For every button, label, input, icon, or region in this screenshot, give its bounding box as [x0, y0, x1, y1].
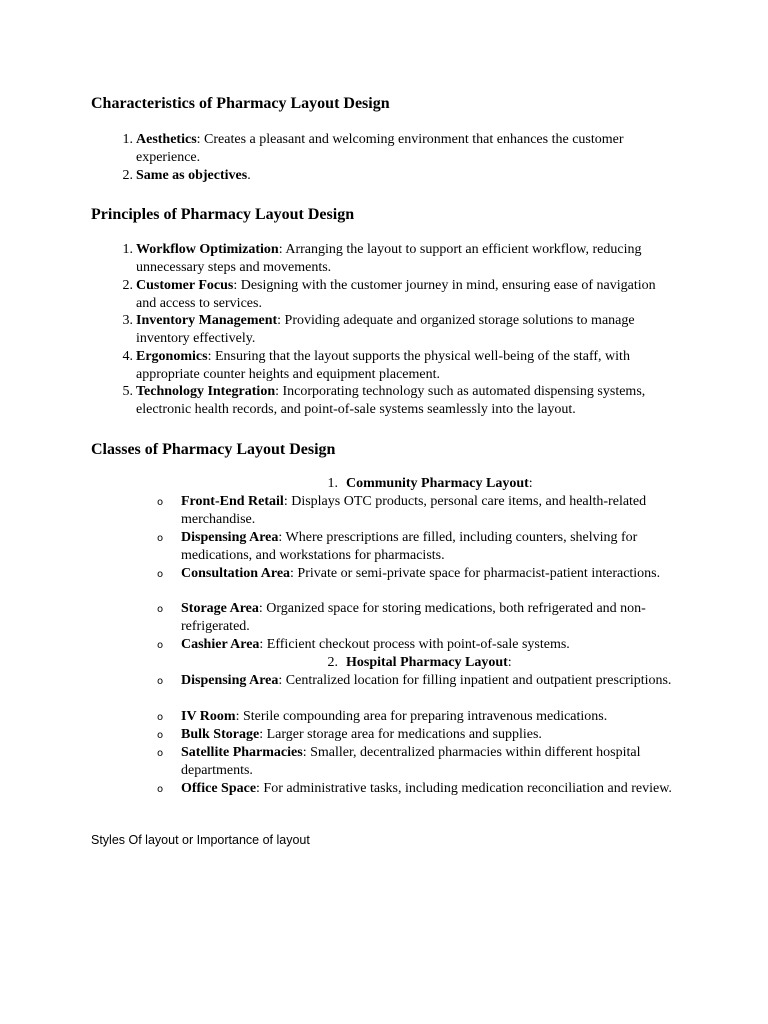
- bullet-term: Dispensing Area: [181, 673, 279, 688]
- heading-classes: Classes of Pharmacy Layout Design: [91, 441, 336, 458]
- bullet-body: [181, 744, 686, 780]
- list-item-body: [136, 383, 676, 419]
- bullet-mark: o: [157, 676, 164, 687]
- bullet-body: [181, 600, 686, 636]
- subheading-body: [346, 475, 533, 493]
- list-item-term: Inventory Management: [136, 313, 278, 328]
- list-number: 2.: [122, 278, 133, 293]
- bullet-mark: o: [157, 569, 164, 580]
- list-number: 1.: [122, 242, 133, 257]
- heading-characteristics: Characteristics of Pharmacy Layout Design: [91, 95, 390, 112]
- bullet-body: [181, 780, 686, 798]
- subheading-title: Community Pharmacy Layout: [346, 476, 529, 491]
- bullet-term: Office Space: [181, 781, 257, 796]
- list-number: 4.: [122, 349, 133, 364]
- bullet-text: : Organized space for storing medications, both refrigerated and non-refrigerated.: [181, 601, 646, 634]
- bullet-text: : Centralized location for filling inpatient and outpatient prescriptions.: [278, 673, 672, 688]
- bullet-mark: o: [157, 748, 164, 759]
- bullet-text: : Smaller, decentralized pharmacies within different hospital departments.: [181, 745, 641, 778]
- bullet-mark: o: [157, 712, 164, 723]
- list-number: 2.: [122, 168, 133, 183]
- bullet-term: Satellite Pharmacies: [181, 745, 303, 760]
- list-item-term: Technology Integration: [136, 384, 276, 399]
- list-item-body: [136, 277, 676, 313]
- bullet-term: IV Room: [181, 709, 236, 724]
- bullet-mark: o: [157, 730, 164, 741]
- list-number: 1.: [122, 132, 133, 147]
- list-number: 1.: [327, 476, 338, 491]
- bullet-term: Cashier Area: [181, 637, 260, 652]
- bullet-text: : Displays OTC products, personal care items, and health-related merchandise.: [181, 494, 647, 527]
- subheading-body: [346, 654, 512, 672]
- bullet-mark: o: [157, 533, 164, 544]
- list-item-body: [136, 241, 676, 277]
- bullet-term: Bulk Storage: [181, 727, 260, 742]
- bullet-mark: o: [157, 640, 164, 651]
- bullet-term: Dispensing Area: [181, 530, 279, 545]
- bullet-body: [181, 493, 686, 529]
- bullet-body: [181, 636, 686, 654]
- bullet-mark: o: [157, 497, 164, 508]
- bullet-body: [181, 708, 686, 726]
- subheading-community-pharmacy: [324, 475, 533, 493]
- subheading-hospital-pharmacy: [324, 654, 512, 672]
- bullet-body: [181, 565, 686, 583]
- bullet-text: : Private or semi-private space for pharmacist-patient interactions.: [290, 566, 661, 581]
- list-item-body: [136, 167, 676, 185]
- list-item-body: [136, 312, 676, 348]
- list-number: 2.: [327, 655, 338, 670]
- list-number: 3.: [122, 313, 133, 328]
- list-item-term: Aesthetics: [136, 132, 197, 147]
- subheading-suffix: :: [507, 655, 512, 670]
- bullet-body: [181, 672, 686, 690]
- bullet-text: : Sterile compounding area for preparing intravenous medications.: [235, 709, 608, 724]
- list-item-term: Ergonomics: [136, 349, 208, 364]
- list-item-text: : Designing with the customer journey in mind, ensuring ease of navigation and access to services.: [136, 278, 656, 311]
- list-item-text: .: [247, 168, 251, 183]
- list-item-text: : Ensuring that the layout supports the physical well-being of the staff, with appropriate counter heights and equipment placement.: [136, 349, 630, 382]
- list-item-text: : Creates a pleasant and welcoming environment that enhances the customer experience.: [136, 132, 624, 165]
- styles-importance-line: Styles Of layout or Importance of layout: [91, 833, 310, 847]
- subheading-title: Hospital Pharmacy Layout: [346, 655, 508, 670]
- list-item-term: Workflow Optimization: [136, 242, 279, 257]
- bullet-term: Consultation Area: [181, 566, 291, 581]
- list-item-term: Customer Focus: [136, 278, 234, 293]
- list-number: 5.: [122, 384, 133, 399]
- bullet-mark: o: [157, 604, 164, 615]
- bullet-term: Storage Area: [181, 601, 259, 616]
- subheading-suffix: :: [528, 476, 533, 491]
- bullet-mark: o: [157, 784, 164, 795]
- bullet-text: : For administrative tasks, including medication reconciliation and review.: [256, 781, 672, 796]
- list-item-text: : Arranging the layout to support an efficient workflow, reducing unnecessary steps and movements.: [136, 242, 642, 275]
- list-item-term: Same as objectives: [136, 168, 248, 183]
- heading-principles: Principles of Pharmacy Layout Design: [91, 206, 355, 223]
- bullet-body: [181, 726, 686, 744]
- list-item-text: : Incorporating technology such as automated dispensing systems, electronic health records, and point-of-sale systems seamlessly into the layout.: [136, 384, 646, 417]
- bullet-text: : Larger storage area for medications and supplies.: [259, 727, 542, 742]
- bullet-term: Front-End Retail: [181, 494, 284, 509]
- bullet-text: : Efficient checkout process with point-of-sale systems.: [259, 637, 570, 652]
- list-item-text: : Providing adequate and organized storage solutions to manage inventory effectively.: [136, 313, 635, 346]
- list-item-body: [136, 131, 676, 167]
- list-item-body: [136, 348, 676, 384]
- bullet-text: : Where prescriptions are filled, including counters, shelving for medications, and workstations for pharmacists.: [181, 530, 638, 563]
- bullet-body: [181, 529, 686, 565]
